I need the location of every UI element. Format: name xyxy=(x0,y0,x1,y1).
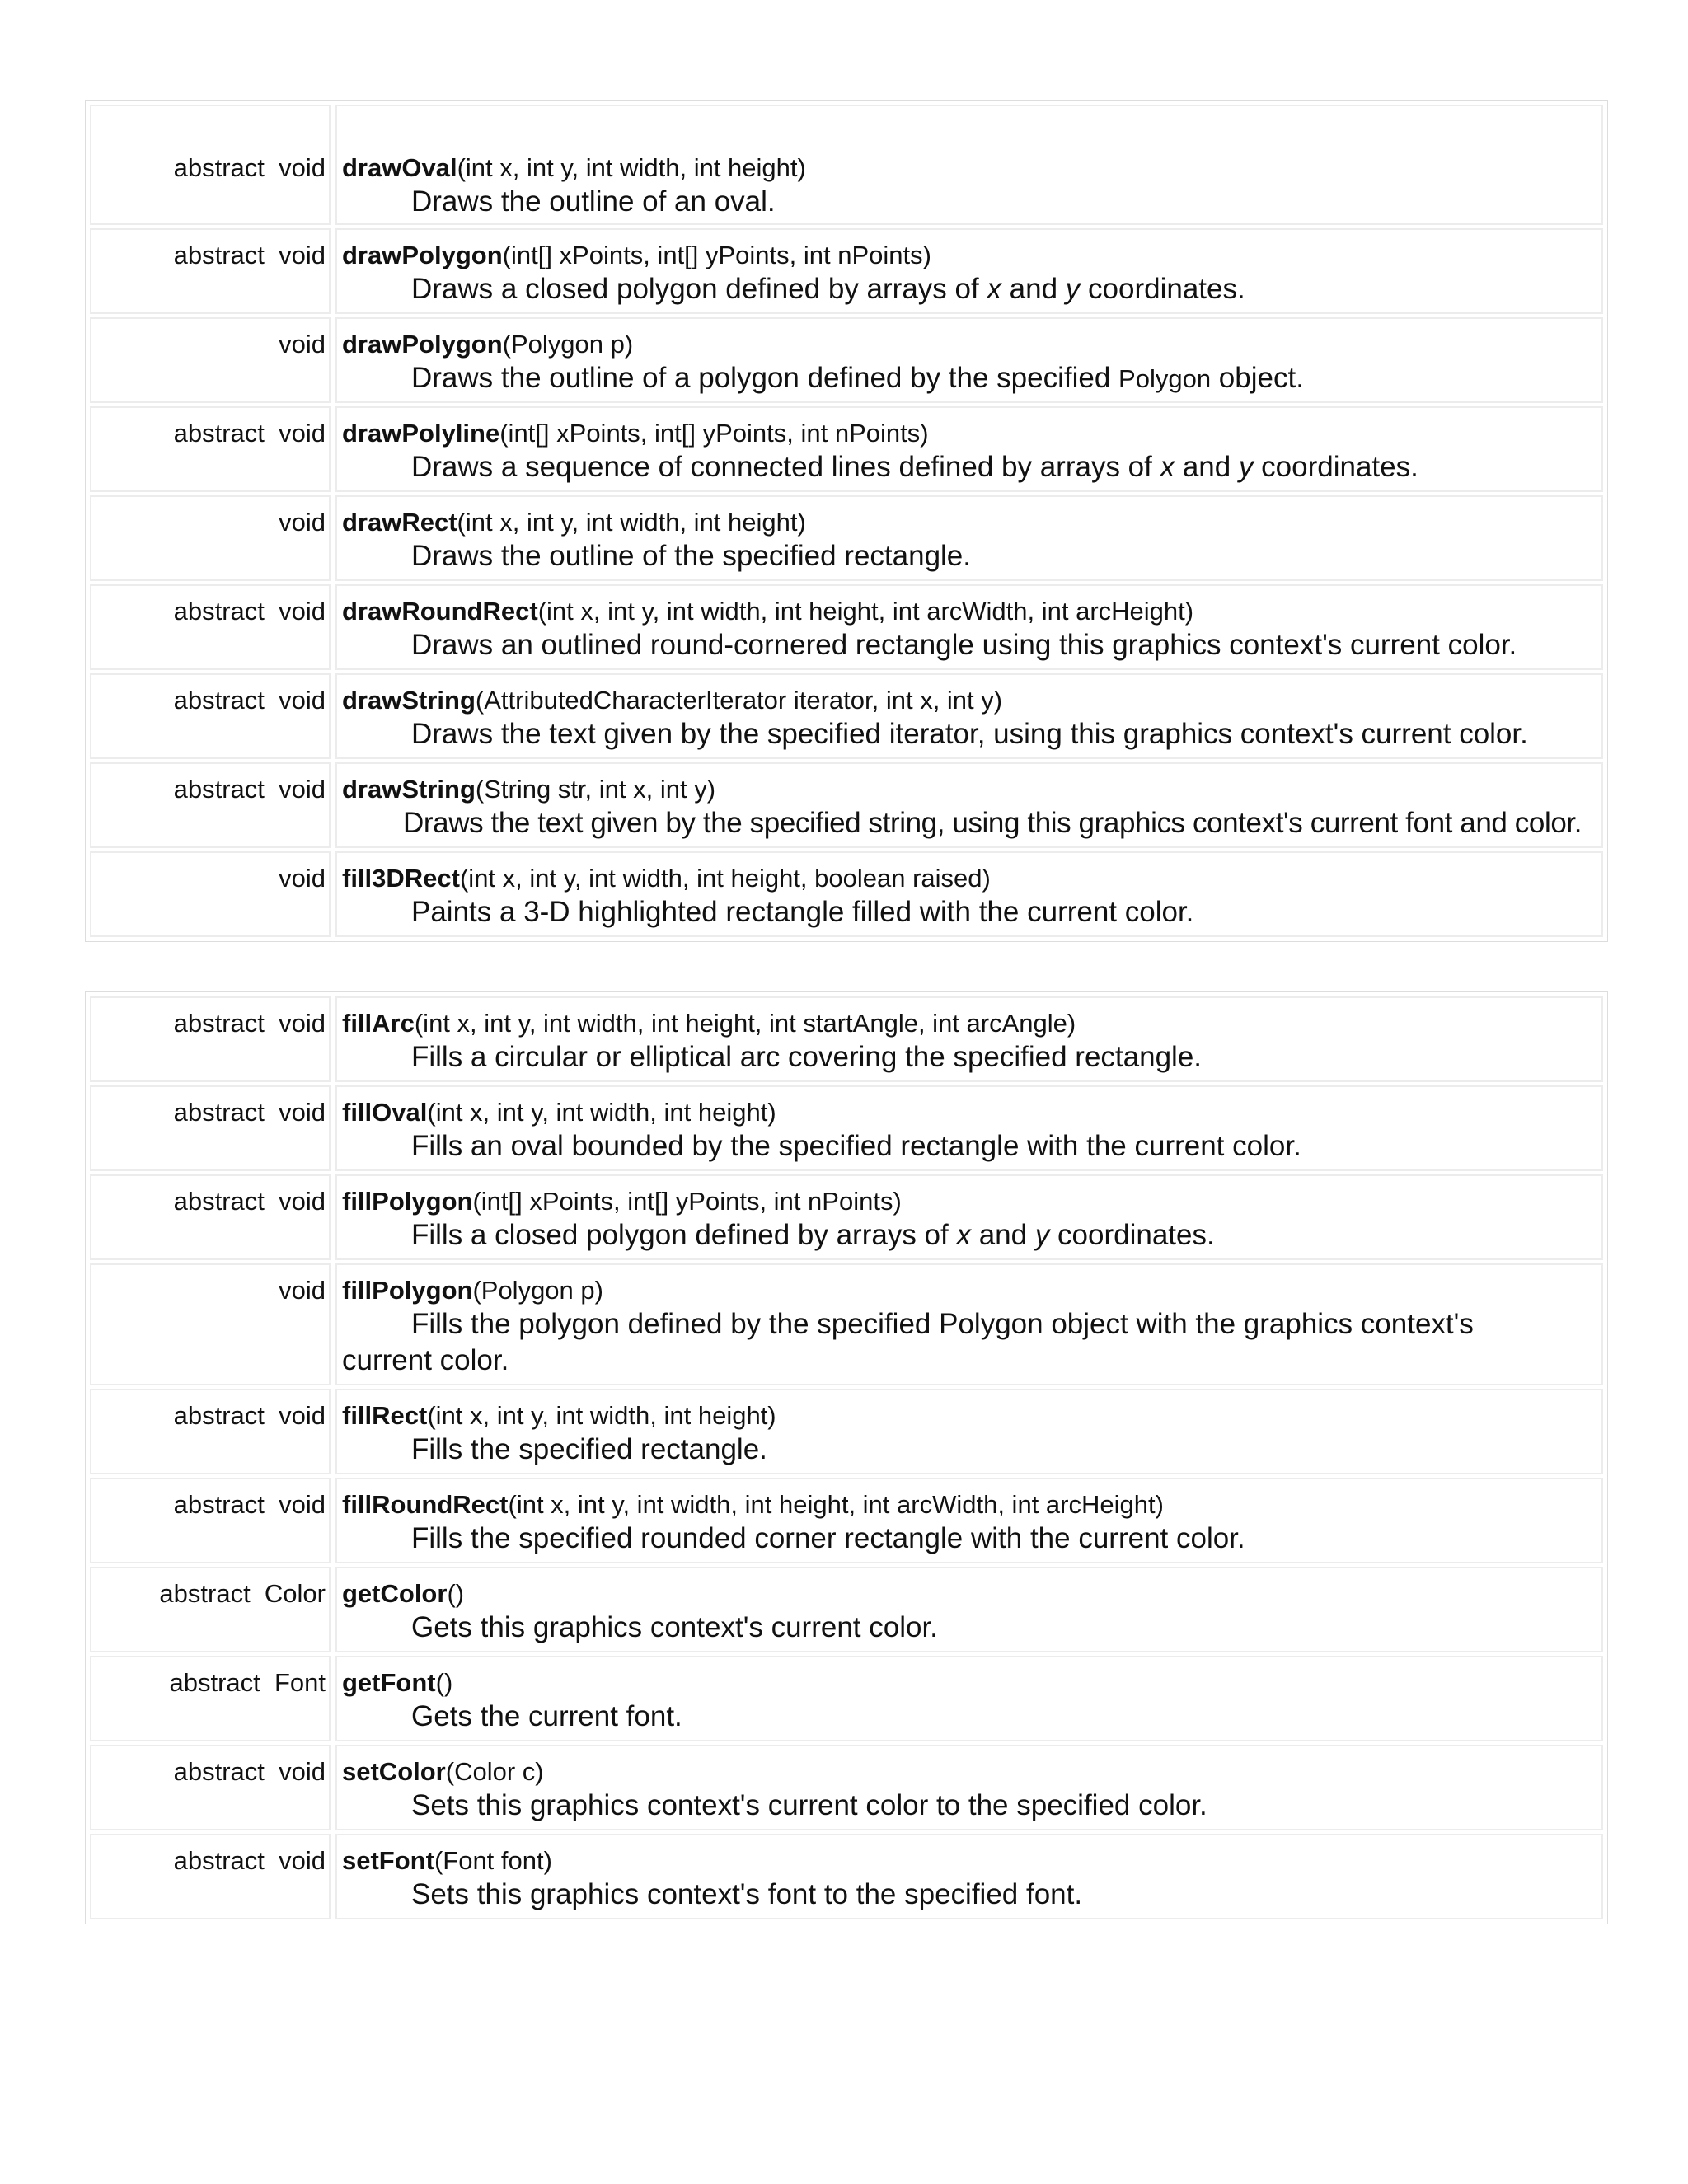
modifier-cell xyxy=(90,1174,331,1260)
method-params: (int x, int y, int width, int height, int arcWidth, int arcHeight) xyxy=(537,597,1194,626)
modifier-cell xyxy=(90,1834,331,1919)
table-row xyxy=(90,762,1603,848)
modifier-cell xyxy=(90,1085,331,1171)
modifier-type: abstract void xyxy=(173,1009,326,1038)
table-row xyxy=(90,317,1603,403)
table-row xyxy=(90,1745,1603,1830)
method-cell xyxy=(335,1567,1603,1652)
modifier-cell xyxy=(90,1263,331,1385)
method-name-link[interactable]: getColor xyxy=(342,1579,448,1608)
method-signature xyxy=(342,774,1597,805)
table-row xyxy=(90,228,1603,314)
method-description: Draws the text given by the specified string, using this graphics context's current font and color. xyxy=(403,807,1582,839)
modifier-type: abstract void xyxy=(173,1098,326,1127)
method-name-link[interactable]: drawPolygon xyxy=(342,330,503,359)
method-name-link[interactable]: fillRoundRect xyxy=(342,1490,509,1519)
modifier-type: abstract void xyxy=(173,1187,326,1216)
modifier-type: void xyxy=(279,1276,326,1305)
modifier-type: abstract void xyxy=(173,1490,326,1519)
method-params: (AttributedCharacterIterator iterator, int x, int y) xyxy=(475,686,1003,715)
method-cell xyxy=(335,1174,1603,1260)
method-signature xyxy=(342,1097,1597,1128)
method-name-link[interactable]: fillRect xyxy=(342,1401,428,1430)
modifier-type: abstract void xyxy=(173,1401,326,1430)
method-signature xyxy=(342,507,1597,538)
method-params: (int x, int y, int width, int height, boolean raised) xyxy=(459,864,991,893)
method-signature xyxy=(342,329,1597,360)
method-description: Draws the outline of a polygon defined by the specified Polygon object. xyxy=(411,362,1304,394)
table-row xyxy=(90,584,1603,670)
method-cell xyxy=(335,762,1603,848)
method-signature xyxy=(342,863,1597,894)
method-name-link[interactable]: setColor xyxy=(342,1757,446,1786)
method-description: Draws the outline of the specified rectangle. xyxy=(411,540,971,572)
method-params: (int x, int y, int width, int height) xyxy=(457,153,806,182)
method-params: (Polygon p) xyxy=(502,330,634,359)
table-row xyxy=(90,1567,1603,1652)
modifier-cell xyxy=(90,317,331,403)
modifier-type: void xyxy=(279,508,326,537)
method-signature xyxy=(342,1845,1597,1877)
method-name-link[interactable]: fillPolygon xyxy=(342,1187,473,1216)
method-params: (int x, int y, int width, int height) xyxy=(457,508,806,537)
method-name-link[interactable]: fill3DRect xyxy=(342,864,460,893)
method-name-link[interactable]: fillPolygon xyxy=(342,1276,473,1305)
method-description: Draws a closed polygon defined by arrays of x and y coordinates. xyxy=(411,273,1245,305)
table-row xyxy=(90,673,1603,759)
table-row xyxy=(90,1834,1603,1919)
method-cell xyxy=(335,1263,1603,1385)
method-params: (int x, int y, int width, int height) xyxy=(427,1401,776,1430)
modifier-cell xyxy=(90,996,331,1082)
table-row xyxy=(90,1478,1603,1563)
modifier-type: abstract void xyxy=(173,775,326,804)
method-signature xyxy=(342,1275,1597,1306)
table-row xyxy=(90,1085,1603,1171)
method-cell xyxy=(335,228,1603,314)
method-description: Gets this graphics context's current color. xyxy=(411,1611,938,1643)
method-description: Draws the text given by the specified iterator, using this graphics context's current color. xyxy=(411,718,1528,750)
modifier-cell xyxy=(90,584,331,670)
modifier-cell xyxy=(90,406,331,492)
method-params: () xyxy=(435,1668,453,1697)
method-params: (int x, int y, int width, int height, int arcWidth, int arcHeight) xyxy=(508,1490,1164,1519)
method-name-link[interactable]: getFont xyxy=(342,1668,436,1697)
table-row xyxy=(90,1174,1603,1260)
table-row xyxy=(90,1263,1603,1385)
table-row xyxy=(90,406,1603,492)
method-name-link[interactable]: drawPolyline xyxy=(342,419,500,448)
method-description: Fills the specified rounded corner rectangle with the current color. xyxy=(411,1522,1245,1554)
method-name-link[interactable]: drawString xyxy=(342,775,476,804)
modifier-cell xyxy=(90,762,331,848)
modifier-type: void xyxy=(279,864,326,893)
method-params: (int[] xPoints, int[] yPoints, int nPoints) xyxy=(502,241,931,269)
method-cell xyxy=(335,1389,1603,1474)
method-signature xyxy=(342,1186,1597,1217)
method-signature xyxy=(342,1489,1597,1521)
method-signature xyxy=(342,1578,1597,1610)
modifier-cell xyxy=(90,1389,331,1474)
method-description: Paints a 3-D highlighted rectangle filled with the current color. xyxy=(411,896,1194,928)
modifier-cell xyxy=(90,1656,331,1741)
method-params: (Color c) xyxy=(445,1757,544,1786)
table-row xyxy=(90,495,1603,581)
method-signature xyxy=(342,1667,1597,1699)
table-row xyxy=(90,851,1603,937)
table-row xyxy=(90,996,1603,1082)
class-link[interactable]: Polygon xyxy=(1118,364,1212,393)
method-params: () xyxy=(447,1579,465,1608)
method-signature xyxy=(342,596,1597,627)
method-description: Sets this graphics context's font to the specified font. xyxy=(411,1878,1083,1910)
modifier-cell xyxy=(90,1567,331,1652)
method-summary-table-1 xyxy=(85,100,1608,942)
method-signature xyxy=(342,1008,1597,1039)
method-name-link[interactable]: drawRect xyxy=(342,508,457,537)
method-params: (String str, int x, int y) xyxy=(475,775,716,804)
method-description: Gets the current font. xyxy=(411,1700,682,1732)
modifier-cell xyxy=(90,1745,331,1830)
method-signature xyxy=(342,418,1597,449)
modifier-cell xyxy=(90,228,331,314)
method-cell xyxy=(335,406,1603,492)
method-description: Fills an oval bounded by the specified rectangle with the current color. xyxy=(411,1130,1301,1162)
method-name-link[interactable]: drawPolygon xyxy=(342,241,503,269)
method-cell xyxy=(335,996,1603,1082)
method-params: (int x, int y, int width, int height) xyxy=(427,1098,776,1127)
method-description: Fills a closed polygon defined by arrays of x and y coordinates. xyxy=(411,1219,1215,1251)
method-signature xyxy=(342,240,1597,271)
modifier-cell xyxy=(90,851,331,937)
method-description: Draws a sequence of connected lines defined by arrays of x and y coordinates. xyxy=(411,451,1418,483)
method-params: (int[] xPoints, int[] yPoints, int nPoints) xyxy=(499,419,929,448)
method-description: Draws an outlined round-cornered rectangle using this graphics context's current color. xyxy=(411,629,1517,661)
method-name-link[interactable]: drawString xyxy=(342,686,476,715)
method-cell xyxy=(335,1834,1603,1919)
method-description: Draws the outline of an oval. xyxy=(411,185,776,218)
modifier-type: abstract Font xyxy=(169,1668,326,1697)
method-signature xyxy=(342,1400,1597,1432)
modifier-type: abstract void xyxy=(173,686,326,715)
modifier-type: abstract void xyxy=(173,1757,326,1786)
modifier-cell xyxy=(90,495,331,581)
modifier-type: void xyxy=(279,330,326,359)
method-cell xyxy=(335,584,1603,670)
modifier-type: abstract void xyxy=(173,241,326,269)
method-cell xyxy=(335,317,1603,403)
method-summary-table-2 xyxy=(85,991,1608,1924)
method-name-link[interactable]: drawOval xyxy=(342,153,457,182)
method-description: Fills the polygon defined by the specified Polygon object with the graphics context's current color. xyxy=(342,1308,1474,1376)
method-signature xyxy=(342,685,1597,716)
method-params: (Font font) xyxy=(434,1846,552,1875)
method-params: (int x, int y, int width, int height, int startAngle, int arcAngle) xyxy=(414,1009,1076,1038)
method-cell xyxy=(335,495,1603,581)
table-row xyxy=(90,105,1603,225)
table-row xyxy=(90,1389,1603,1474)
method-cell xyxy=(335,851,1603,937)
method-description: Fills the specified rectangle. xyxy=(411,1433,767,1465)
method-cell xyxy=(335,673,1603,759)
method-cell xyxy=(335,1085,1603,1171)
modifier-type: abstract void xyxy=(173,419,326,448)
method-description: Sets this graphics context's current color to the specified color. xyxy=(411,1789,1207,1821)
method-signature xyxy=(342,152,1597,184)
modifier-type: abstract void xyxy=(173,597,326,626)
method-name-link[interactable]: drawRoundRect xyxy=(342,597,538,626)
method-cell xyxy=(335,105,1603,225)
method-cell xyxy=(335,1745,1603,1830)
method-cell xyxy=(335,1656,1603,1741)
method-name-link[interactable]: fillOval xyxy=(342,1098,428,1127)
modifier-type: abstract void xyxy=(173,153,326,182)
table-row xyxy=(90,1656,1603,1741)
modifier-cell xyxy=(90,105,331,225)
modifier-type: abstract Color xyxy=(159,1579,326,1608)
modifier-type: abstract void xyxy=(173,1846,326,1875)
method-params: (int[] xPoints, int[] yPoints, int nPoints) xyxy=(472,1187,902,1216)
method-signature xyxy=(342,1756,1597,1788)
method-name-link[interactable]: fillArc xyxy=(342,1009,415,1038)
method-name-link[interactable]: setFont xyxy=(342,1846,434,1875)
modifier-cell xyxy=(90,1478,331,1563)
modifier-cell xyxy=(90,673,331,759)
method-cell xyxy=(335,1478,1603,1563)
method-description: Fills a circular or elliptical arc covering the specified rectangle. xyxy=(411,1041,1203,1073)
method-params: (Polygon p) xyxy=(472,1276,603,1305)
